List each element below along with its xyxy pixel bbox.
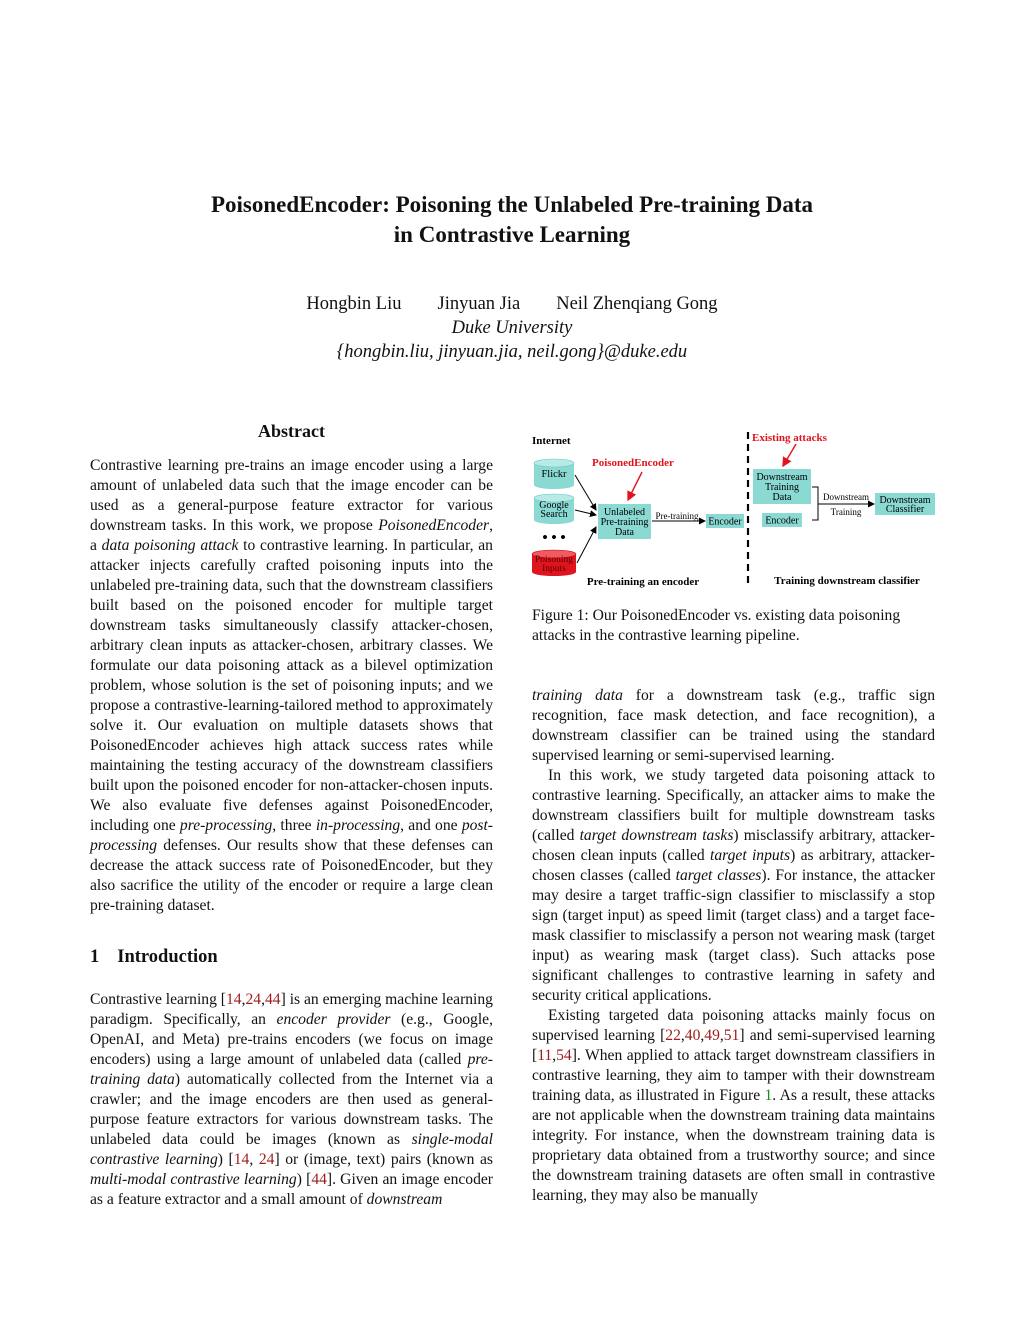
fig-unlabeled: Unlabeled (603, 507, 646, 518)
citation-link[interactable]: 49 (704, 1027, 720, 1044)
citation-link[interactable]: 44 (311, 1171, 327, 1188)
fig-pretraining-arrow-label: Pre-training (655, 511, 699, 521)
citation-link[interactable]: 11 (537, 1047, 553, 1064)
section-title: Introduction (117, 947, 218, 967)
fig-training-arrow-label: Training (830, 507, 862, 517)
intro-paragraph: Contrastive learning [14,24,44] is an emerging machine learning paradigm. Specifically, an encoder provider (e.g., Google, OpenAI, and Meta) pre-trains encoders (we focus on image encoders) using a large amount of unlabeled data (called pre-training data) automatically collected from the Internet via a crawler; and the image encoders are then used as general-purpose feature extractors for various downstream tasks. The unlabeled data could be images (known as single-modal contrastive learning) [14, 24] or (image, text) pairs (known as multi-modal contrastive learning) [44]. Given an image encoder as a feature extractor and a small amount of downstream (90, 991, 494, 1208)
fig-encoder: Encoder (708, 516, 742, 528)
citation-link[interactable]: 51 (723, 1027, 740, 1044)
figure-reference-link[interactable]: 1 (764, 1087, 773, 1104)
citation-link[interactable]: 44 (265, 991, 281, 1008)
fig-dt-1: Downstream (756, 472, 808, 483)
author-1: Hongbin Liu (306, 294, 402, 314)
right-column-text (532, 686, 935, 1206)
email: {hongbin.liu, jinyuan.jia, neil.gong}@duke.edu (336, 342, 688, 362)
paragraph: training data for a downstream task (e.g., traffic sign recognition, face mask detection, and face recognition), a downstream classifier can be trained using the standard supervised learning or semi-supervised learning. (532, 687, 935, 764)
paper-title (0, 190, 1024, 250)
fig-search: Search (540, 509, 568, 520)
affiliation: Duke University (451, 318, 573, 338)
title-line-1: PoisonedEncoder: Poisoning the Unlabeled Pre-training Data (210, 192, 814, 217)
author-3: Neil Zhenqiang Gong (556, 294, 718, 314)
fig-internet-label: Internet (532, 435, 571, 447)
fig-bracket (812, 487, 818, 520)
citation-link[interactable]: 22 (665, 1027, 681, 1044)
fig-left-caption: Pre-training an encoder (586, 576, 700, 588)
fig-poisoning: Poisoning (534, 555, 574, 565)
section-heading-introduction (90, 947, 218, 968)
flickr-cylinder (534, 459, 574, 489)
abstract-text: Contrastive learning pre-trains an image encoder using a large amount of unlabeled data such that the image encoder can be used as a general-purpose feature extractor for various downstream tasks. In this work, we propose PoisonedEncoder, a data poisoning attack to contrastive learning. In particular, an attacker injects carefully crafted poisoning inputs into the unlabeled pre-training data, such that the downstream classifiers built based on the poisoned encoder for multiple target downstream tasks simultaneously classify attacker-chosen, arbitrary clean inputs as attacker-chosen, arbitrary classes. We formulate our data poisoning attack as a bilevel optimization problem, whose solution is the set of poisoning inputs; and we propose a contrastive-learning-tailored method to approximately solve it. Our evaluation on multiple datasets shows that PoisonedEncoder achieves high attack success rates while maintaining the testing accuracy of the downstream classifiers built upon the poisoned encoder for non-attacker-chosen inputs. We also evaluate five defenses against PoisonedEncoder, including one pre-processing, three in-processing, and one post-processing defenses. Our results show that these defenses can decrease the attack success rate of PoisonedEncoder, but they also sacrifice the utility of the encoder or require a large clean pre-training dataset. (90, 457, 493, 914)
fig-dt-2: Training (764, 482, 800, 493)
fig-dots: • • • (542, 530, 566, 546)
figure-caption: Figure 1: Our PoisonedEncoder vs. existing data poisoning attacks in the contrastive learning pipeline. (532, 607, 901, 644)
citation-link[interactable]: 40 (684, 1027, 701, 1044)
paragraph: Existing targeted data poisoning attacks mainly focus on supervised learning [22,40,49,51] and semi-supervised learning [11,54]. When applied to attack target downstream classifiers in contrastive learning, they aim to tamper with their downstream training data, as illustrated in Figure 1. As a result, these attacks are not applicable when the downstream training data maintains integrity. For instance, when the downstream training data is proprietary data obtained from a trustworthy source; and since the downstream training datasets are often small in contrastive learning, they may also be manually (532, 1007, 935, 1204)
citation-link[interactable]: 24 (245, 991, 262, 1008)
fig-poisonedencoder-label: PoisonedEncoder (592, 457, 674, 469)
title-line-2: in Contrastive Learning (393, 222, 631, 247)
poisoning-inputs-cylinder (532, 550, 576, 576)
fig-dc-2: Classifier (885, 504, 925, 515)
citation-link[interactable]: 54 (556, 1047, 572, 1064)
fig-data: Data (615, 527, 634, 538)
figure-1 (526, 426, 941, 596)
fig-pretraining-data: Pre-training (600, 517, 649, 528)
fig-existing-attacks: Existing attacks (752, 432, 827, 444)
fig-dt-3: Data (772, 492, 792, 503)
author-names (0, 292, 1024, 316)
section-number: 1 (90, 947, 100, 967)
fig-downstream-arrow-label: Downstream (823, 492, 869, 502)
fig-right-caption: Training downstream classifier (774, 575, 920, 587)
fig-inputs: Inputs (542, 564, 566, 574)
citation-link[interactable]: 24 (258, 1151, 275, 1168)
google-search-cylinder (534, 494, 574, 524)
citation-link[interactable]: 14 (226, 991, 242, 1008)
fig-dc-1: Downstream (879, 495, 931, 506)
fig-encoder-2: Encoder (765, 515, 799, 527)
paragraph: In this work, we study targeted data poisoning attack to contrastive learning. Specifically, an attacker aims to make the downstream classifiers built for multiple downstream tasks (called target downstream tasks) misclassify arbitrary, attacker-chosen clean inputs (called target inputs) as arbitrary, attacker-chosen classes (called target classes). For instance, the attacker may desire a target traffic-sign classifier to misclassify a stop sign (target input) as speed limit (target class) and a target face-mask classifier to misclassify a person not wearing mask (target input) as wearing mask (target class). Such attacks pose significant challenges to contrastive learning in safety and security critical applications. (532, 767, 936, 1004)
fig-google: Google (539, 500, 569, 511)
author-block (0, 292, 1024, 364)
abstract-heading: Abstract (258, 421, 325, 441)
citation-link[interactable]: 14 (233, 1151, 250, 1168)
author-2: Jinyuan Jia (437, 294, 521, 314)
fig-flickr: Flickr (541, 469, 567, 480)
